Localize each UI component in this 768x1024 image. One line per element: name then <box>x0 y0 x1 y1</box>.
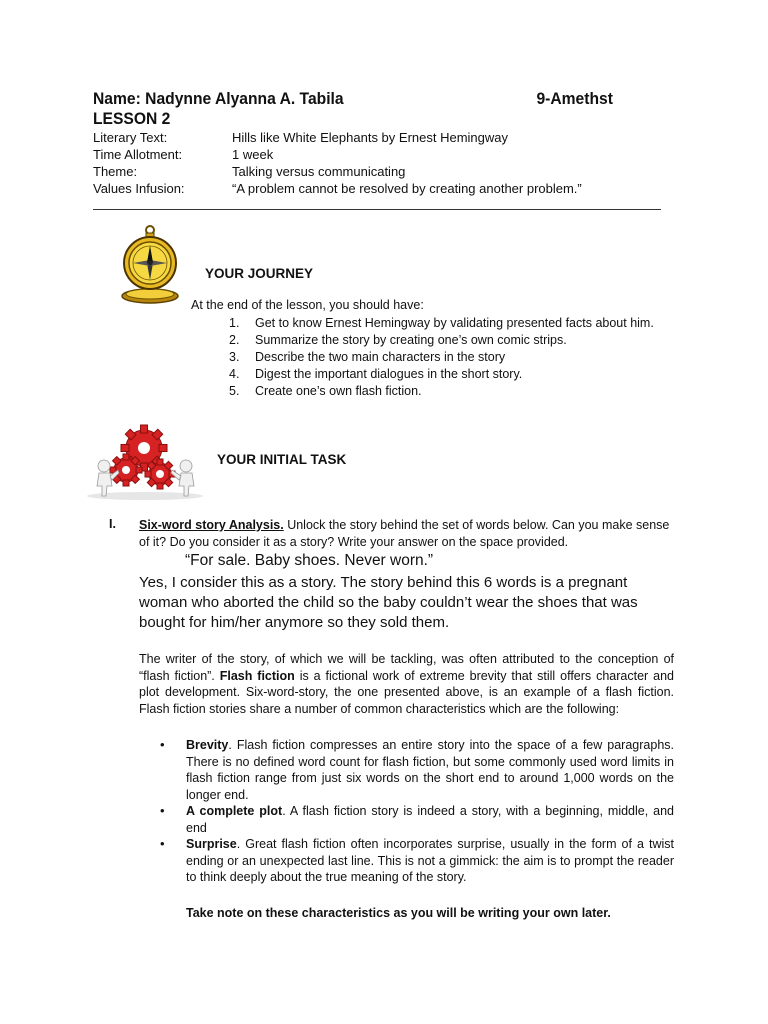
list-item <box>160 836 674 886</box>
list-item <box>229 332 654 349</box>
list-item <box>229 315 654 332</box>
list-item <box>229 383 654 400</box>
task-number: I. <box>109 517 116 531</box>
student-name-text: Name: Nadynne Alyanna A. Tabila <box>93 89 344 108</box>
detail-label: Theme: <box>93 164 138 179</box>
characteristic-text: . Flash fiction compresses an entire story into the space of a few paragraphs. There is no defined word count for flash fiction, but some commonly used word limits in flash fiction range from just six words on the short end to around 1,000 words on the longer end. <box>186 738 674 802</box>
characteristics-list <box>160 737 674 886</box>
para-text: is a fictional work of extreme brevity that still offers character and plot development. Six-word-story, the one presented above, is an example of a flash fiction. Flash fiction stories share a number of common characteristics which are the following: <box>139 668 674 716</box>
item-text: Summarize the story by creating one’s own comic strips. <box>255 333 567 347</box>
task-title: Six-word story Analysis. <box>139 518 284 532</box>
task-instructions <box>139 517 674 550</box>
list-item <box>229 366 654 383</box>
six-word-story-quote: “For sale. Baby shoes. Never worn.” <box>185 552 434 569</box>
lesson-title: LESSON 2 <box>93 109 171 128</box>
bullet-icon: • <box>160 803 165 818</box>
item-text: Create one’s own flash fiction. <box>255 384 422 398</box>
objectives-list <box>229 315 654 400</box>
compass-icon <box>114 224 186 306</box>
list-item <box>229 349 654 366</box>
header-divider <box>93 209 661 210</box>
characteristic-term: Surprise <box>186 837 237 851</box>
your-initial-task-heading: YOUR INITIAL TASK <box>217 452 347 467</box>
detail-row <box>93 146 274 163</box>
detail-row <box>93 180 582 197</box>
item-number: 2. <box>229 333 240 347</box>
class-section: 9-Amethst <box>536 89 613 108</box>
item-text: Get to know Ernest Hemingway by validating presented facts about him. <box>255 316 654 330</box>
objectives-intro: At the end of the lesson, you should have: <box>191 298 424 312</box>
item-number: 5. <box>229 384 240 398</box>
characteristic-text: . A flash fiction story is indeed a story, with a beginning, middle, and end <box>186 804 674 835</box>
detail-label: Literary Text: <box>93 130 168 145</box>
task-text: Unlock the story behind the set of words below. Can you make sense of it? Do you consider it as a story? Write your answer on the space provided. <box>139 518 670 549</box>
detail-value: 1 week <box>232 147 274 162</box>
characteristic-text: . Great flash fiction often incorporates surprise, usually in the form of a twist ending or an unexpected last line. This is not a gimmick: the aim is to prompt the reader to think deeply about the true meaning of the story. <box>186 837 674 884</box>
item-number: 4. <box>229 367 240 381</box>
list-item <box>160 737 674 803</box>
characteristic-term: A complete plot <box>186 804 283 818</box>
your-journey-heading: YOUR JOURNEY <box>205 266 314 281</box>
characteristic-term: Brevity <box>186 738 229 752</box>
detail-row <box>93 163 406 180</box>
item-number: 1. <box>229 316 240 330</box>
student-answer: Yes, I consider this as a story. The story behind this 6 words is a pregnant woman who aborted the child so the baby couldn’t wear the shoes that was bought for him/her anymore so they sold them. <box>139 574 638 631</box>
detail-label: Time Allotment: <box>93 147 183 162</box>
detail-value: “A problem cannot be resolved by creating another problem.” <box>232 181 582 196</box>
detail-row <box>93 129 508 146</box>
student-name <box>93 89 613 109</box>
item-text: Describe the two main characters in the story <box>255 350 506 364</box>
bullet-icon: • <box>160 737 165 752</box>
gears-teamwork-icon <box>82 418 208 500</box>
take-note-text: Take note on these characteristics as you will be writing your own later. <box>186 906 611 920</box>
item-text: Digest the important dialogues in the short story. <box>255 367 523 381</box>
detail-label: Values Infusion: <box>93 181 185 196</box>
bullet-icon: • <box>160 836 165 851</box>
flash-fiction-paragraph <box>139 651 674 717</box>
flash-fiction-term: Flash fiction <box>219 668 295 683</box>
detail-value: Hills like White Elephants by Ernest Hemingway <box>232 130 508 145</box>
para-text: The writer of the story, of which we will be tackling, was often attributed to the conception of “flash fiction”. <box>139 652 674 683</box>
list-item <box>160 803 674 836</box>
item-number: 3. <box>229 350 240 364</box>
lesson-details <box>93 129 582 197</box>
detail-value: Talking versus communicating <box>232 164 406 179</box>
